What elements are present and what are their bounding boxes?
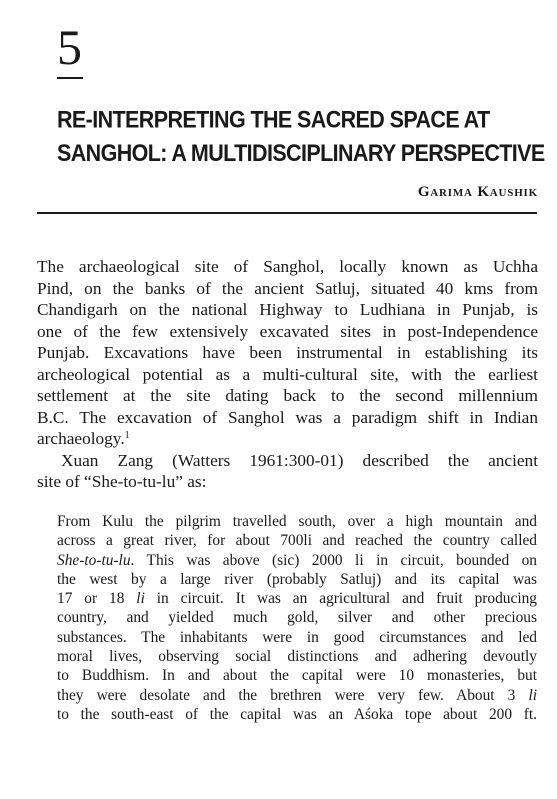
quote-line	[57, 589, 537, 608]
author-divider	[37, 212, 537, 214]
paragraph-1-line: Chandigarh on the national Highway to Ludhiana in Punjab, is	[37, 300, 538, 319]
paragraph-1-line: Punjab. Excavations have been instrumental in establishing its	[37, 343, 538, 362]
paragraph-1-line: archaeology.	[37, 429, 125, 448]
paragraph-1-line: Pind, on the banks of the ancient Satluj, situated 40 kms from	[37, 278, 538, 298]
quote-line: to Buddhism. In and about the capital were 10 monasteries, but	[57, 667, 537, 685]
chapter-title	[57, 103, 545, 170]
quote-text: they were desolate and the brethren were very few. About 3	[57, 686, 529, 704]
quote-line: country, and yielded much gold, silver and other precious	[57, 609, 537, 627]
paragraph-2-line: Xuan Zang (Watters 1961:300-01) described the ancient	[61, 450, 538, 470]
paragraph-1-line: archeological potential as a multi-cultural site, with the earliest	[37, 364, 538, 384]
footnote-reference[interactable]: 1	[124, 430, 130, 441]
chapter-number-rule	[57, 77, 83, 79]
quote-line	[57, 686, 537, 705]
quote-italic-unit: li	[528, 686, 537, 704]
body-text	[37, 256, 538, 493]
quote-text: in circuit. It was an agricultural and fruit producing	[144, 590, 537, 608]
block-quote	[57, 512, 537, 724]
quote-line: moral lives, observing social distinctions and adhering devoutly	[57, 648, 537, 666]
paragraph-1-line: settlement at the site dating back to the second millennium	[37, 386, 538, 405]
paragraph-1-line: The archaeological site of Sanghol, locally known as Uchha	[37, 257, 538, 276]
paragraph-1-last-line	[37, 428, 538, 450]
author-name: Garima Kaushik	[417, 184, 538, 200]
chapter-title-line-1: RE-INTERPRETING THE SACRED SPACE AT	[57, 106, 490, 134]
quote-line: From Kulu the pilgrim travelled south, over a high mountain and	[57, 513, 537, 530]
quote-line: the west by a large river (probably Satluj) and its capital was	[57, 570, 537, 588]
paragraph-2-line: site of “She-to-tu-lu” as:	[37, 472, 207, 491]
quote-text: 17 or 18	[57, 590, 137, 608]
quote-line: across a great river, for about 700li and reached the country called	[57, 532, 537, 550]
quote-italic-place-name: She-to-tu-lu	[57, 551, 131, 569]
quote-line: substances. The inhabitants were in good circumstances and led	[57, 628, 537, 646]
quote-line	[57, 551, 537, 570]
quote-line: to the south-east of the capital was an Aśoka tope about 200 ft.	[57, 705, 537, 723]
quote-italic-unit: li	[136, 590, 145, 608]
paragraph-1-line: B.C. The excavation of Sanghol was a paradigm shift in Indian	[37, 407, 538, 427]
paragraph-1-line: one of the few extensively excavated sites in post-Independence	[37, 321, 538, 341]
chapter-number: 5	[57, 19, 82, 75]
quote-text: . This was above (sic) 2000 li in circuit, bounded on	[130, 551, 537, 569]
chapter-title-line-2: SANGHOL: A MULTIDISCIPLINARY PERSPECTIVE	[57, 139, 545, 167]
